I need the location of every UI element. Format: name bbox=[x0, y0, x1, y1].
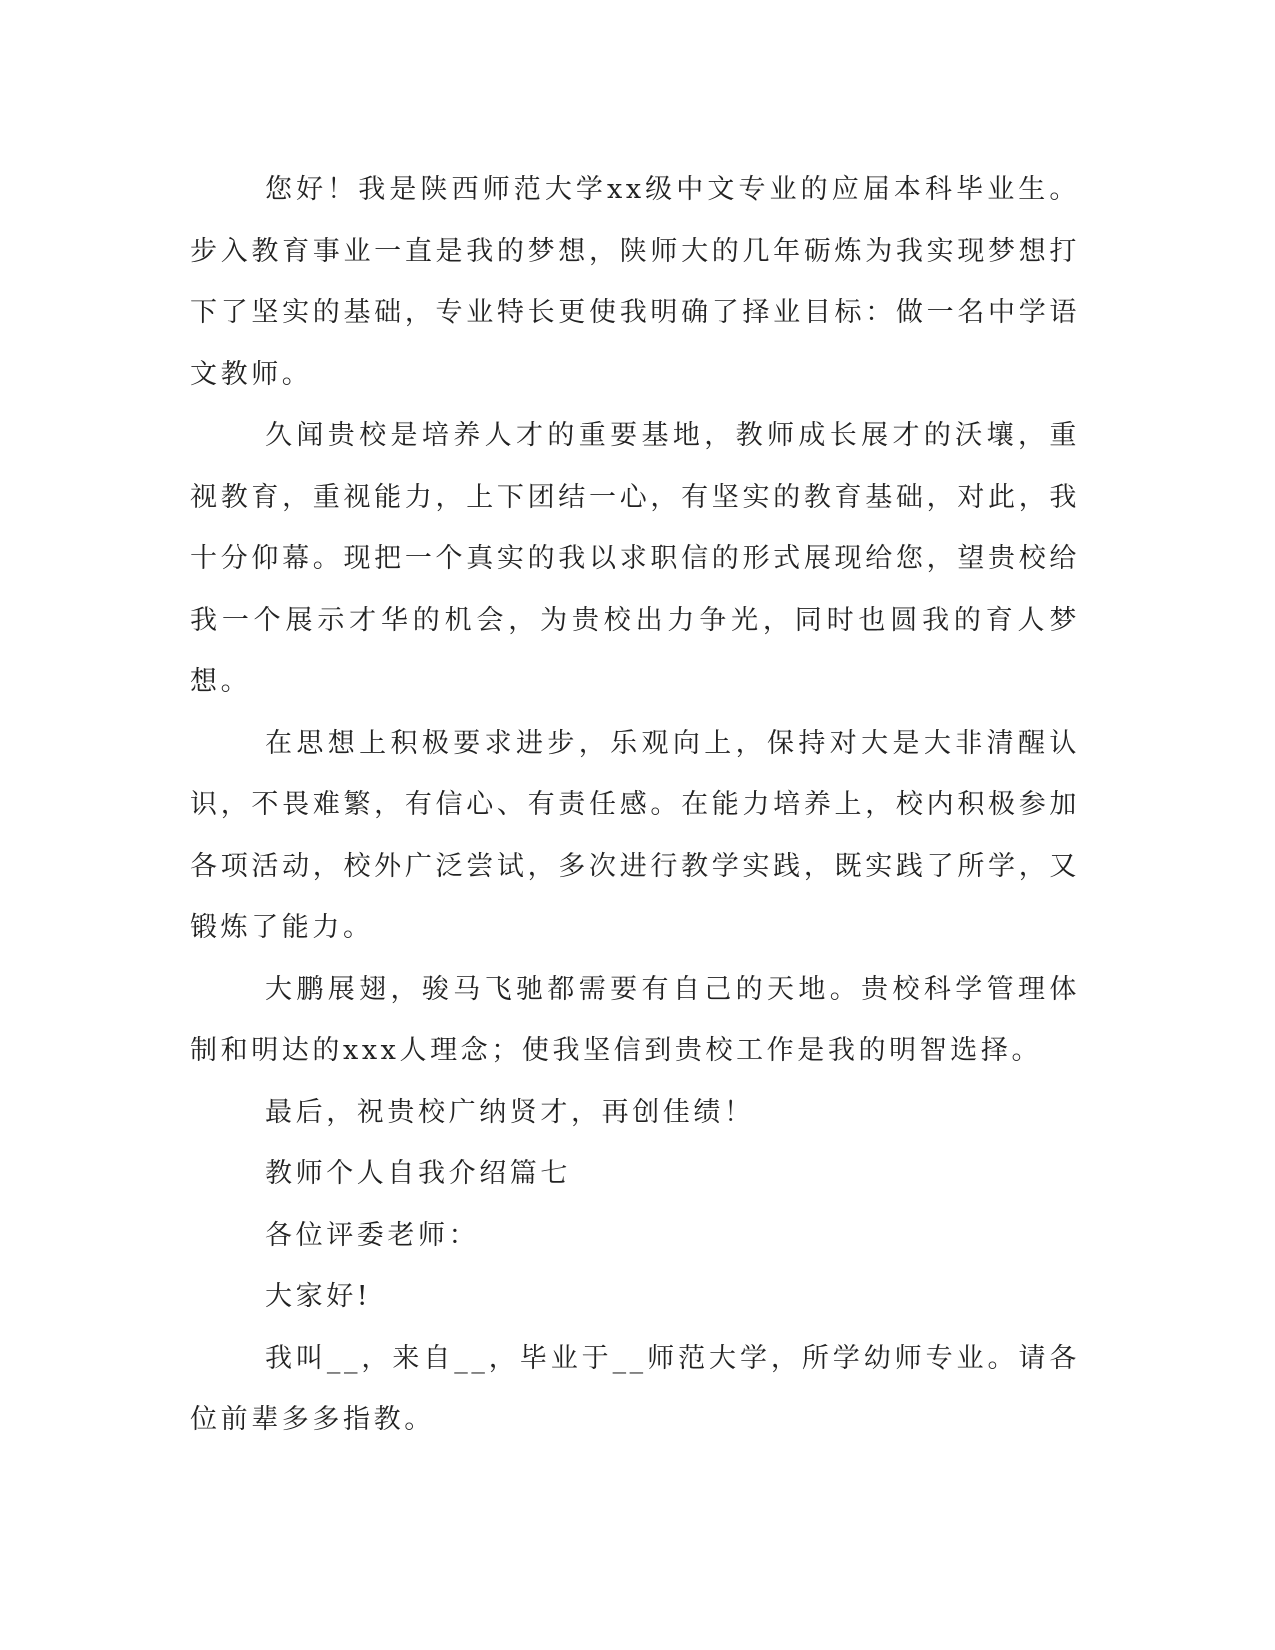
paragraph-self-assessment: 在思想上积极要求进步，乐观向上，保持对大是大非清醒认识，不畏难繁，有信心、有责任感。在能力培养上，校内积极参加各项活动，校外广泛尝试，多次进行教学实践，既实践了所学，又锻炼了能力。 bbox=[190, 727, 1080, 943]
paragraph-intro: 您好！我是陕西师范大学xx级中文专业的应届本科毕业生。步入教育事业一直是我的梦想，陕师大的几年砺炼为我实现梦想打下了坚实的基础，专业特长更使我明确了择业目标：做一名中学语文教师。 bbox=[190, 174, 1080, 390]
paragraph-school-praise: 久闻贵校是培养人才的重要基地，教师成长展才的沃壤，重视教育，重视能力，上下团结一心，有坚实的教育基础，对此，我十分仰幕。现把一个真实的我以求职信的形式展现给您，望贵校给我一个展示才华的机会，为贵校出力争光，同时也圆我的育人梦想。 bbox=[190, 420, 1080, 697]
greeting: 大家好! bbox=[265, 1281, 372, 1312]
document-body bbox=[190, 159, 1080, 1451]
paragraph-self-intro: 我叫__，来自__，毕业于__师范大学，所学幼师专业。请各位前辈多多指教。 bbox=[190, 1342, 1080, 1435]
paragraph-choice: 大鹏展翅，骏马飞驰都需要有自己的天地。贵校科学管理体制和明达的xxx人理念；使我坚信到贵校工作是我的明智选择。 bbox=[190, 973, 1080, 1066]
paragraph-closing: 最后，祝贵校广纳贤才，再创佳绩！ bbox=[265, 1096, 755, 1128]
salutation: 各位评委老师： bbox=[265, 1219, 480, 1251]
section-heading: 教师个人自我介绍篇七 bbox=[265, 1158, 571, 1189]
